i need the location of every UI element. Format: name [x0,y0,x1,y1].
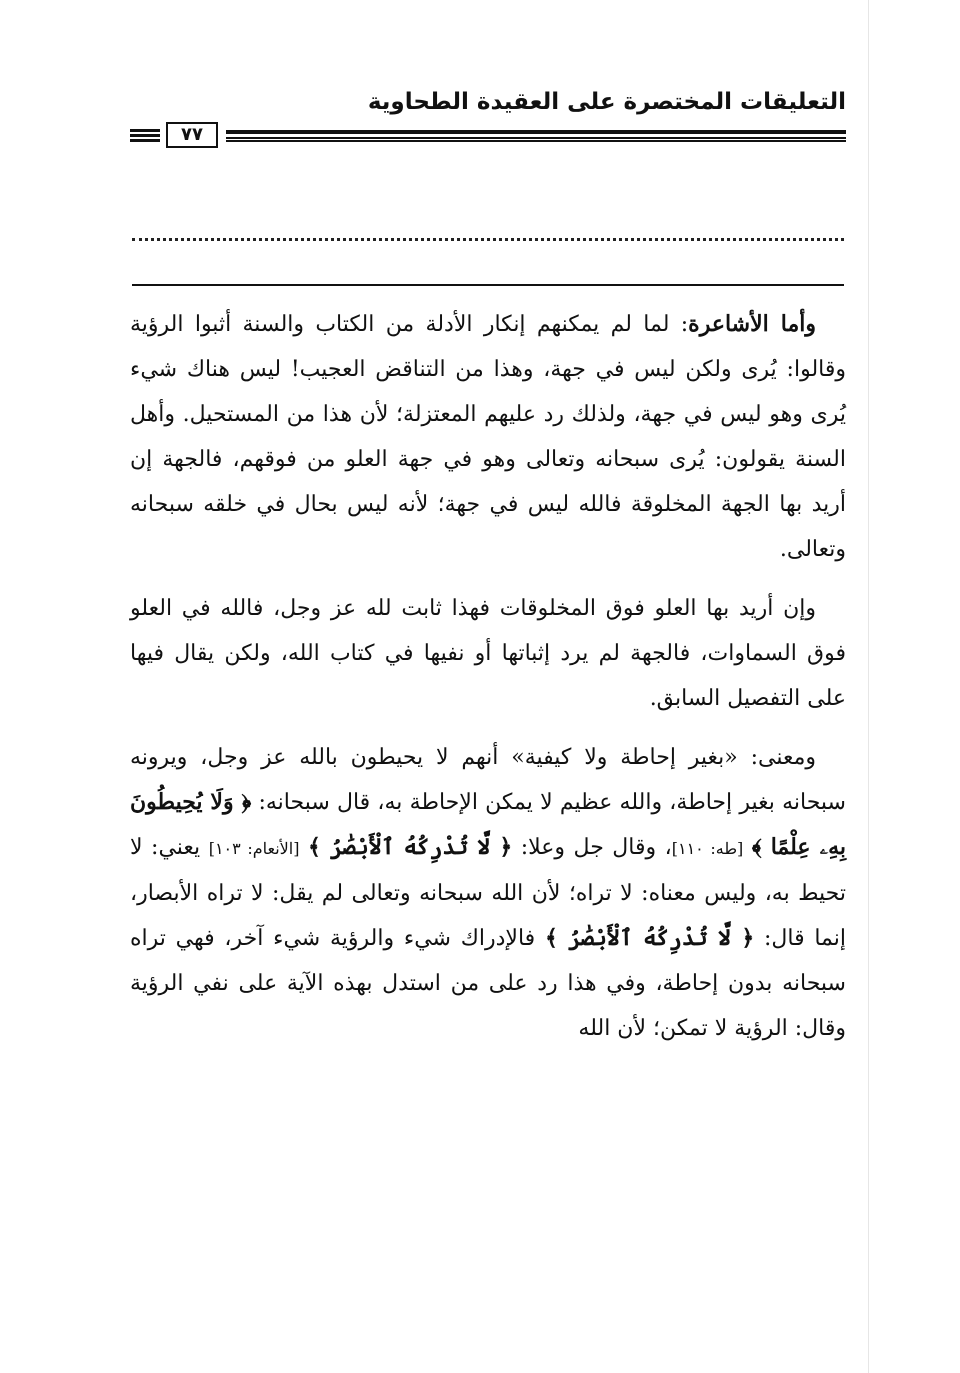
section-divider [132,284,844,286]
paragraph-1-text: : لما لم يمكنهم إنكار الأدلة من الكتاب والسنة أثبوا الرؤية وقالوا: يُرى ولكن ليس في جهة، وهذا من التناقض العجيب! ليس هناك شيء يُرى وهو ليس في جهة، ولذلك رد عليهم المعتزلة؛ لأن هذا من المستحيل. وأهل السنة يقولون: يُرى سبحانه وتعالى وهو في جهة العلو من فوقهم، فالجهة إن أريد بها الجهة المخلوقة فالله ليس في جهة؛ لأنه ليس بحال في خلقه سبحانه وتعالى. [130,312,846,562]
quran-verse-anam: ﴿ لَّا تُدْرِكُهُ ٱلْأَبْصَٰرُ ﴾ [307,834,513,860]
page-number: ٧٧ [166,122,218,148]
header-rule [226,130,846,142]
scan-margin-line [868,0,869,1373]
verse-reference-anam: [الأنعام: ١٠٣] [208,839,300,858]
page-header [128,86,846,156]
running-title: التعليقات المختصرة على العقيدة الطحاوية [367,89,846,115]
quran-verse-anam-repeat: ﴿ لَّا تُدْرِكُهُ ٱلْأَبْصَٰرُ ﴾ [544,925,755,951]
term-asharia: وأما الأشاعرة [688,311,816,337]
paragraph-3-part-1: ومعنى: «بغير إحاطة ولا كيفية» أنهم لا يحيطون بالله عز وجل، ويرونه سبحانه بغير إحاطة، والله عظيم لا يمكن الإحاطة به، قال سبحانه: [130,745,846,815]
verse-reference-taha: [طه: ١١٠] [671,839,744,858]
paragraph-2-text: وإن أريد بها العلو فوق المخلوقات فهذا ثابت لله عز وجل، فالله في العلو فوق السماوات، فالجهة لم يرد إثباتها أو نفيها في كتاب الله، ولكن يقال فيها على التفصيل السابق. [130,596,846,711]
main-text [130,302,846,1051]
paragraph-3 [130,735,846,1051]
paragraph-1 [130,302,846,572]
paragraph-3-part-2: ، وقال جل وعلا: [512,835,672,860]
paragraph-3-part-4: فالإدراك شيء والرؤية شيء آخر، فهي تراه سبحانه بدون إحاطة، وفي هذا رد على من استدل بهذه الآية على نفي الرؤية وقال: الرؤية لا تمكن؛ لأن الله [130,926,846,1041]
paragraph-2 [130,586,846,721]
footnote-separator-dotted [132,238,844,251]
quran-verse-taha: ﴿ وَلَا يُحِيطُونَ بِهِۦ عِلْمًا ﴾ [130,789,847,860]
paragraph-3-part-3: يعني: لا تحيط به، وليس معناه: لا تراه؛ لأن الله سبحانه وتعالى لم يقل: لا تراه الأبصار، إنما قال: [130,835,847,951]
header-ornament [130,129,160,143]
